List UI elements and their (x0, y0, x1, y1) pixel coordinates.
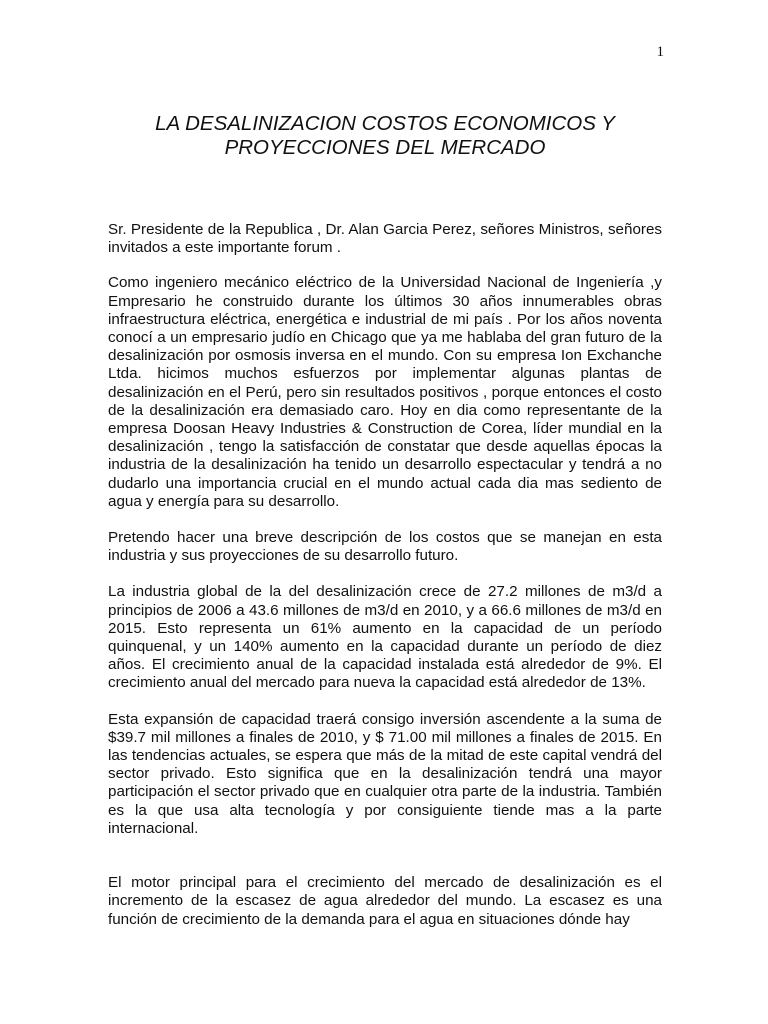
paragraph-purpose: Pretendo hacer una breve descripción de los costos que se manejan en esta industria y sus proyecciones de su desarrollo futuro. (108, 529, 662, 565)
paragraph-growth-driver: El motor principal para el crecimiento del mercado de desalinización es el incremento de la escasez de agua alrededor del mundo. La escasez es una función de crecimiento de la demanda para el agua en situaciones dónde hay (108, 874, 662, 928)
document-title-line-1: LA DESALINIZACION COSTOS ECONOMICOS Y (155, 112, 615, 135)
page-number: 1 (656, 44, 664, 60)
document-title (108, 112, 662, 160)
paragraph-investment: Esta expansión de capacidad traerá consigo inversión ascendente a la suma de $39.7 mil millones a finales de 2010, y $ 71.00 mil millones a finales de 2015. En las tendencias actuales, se espera que más de la mitad de este capital vendrá del sector privado. Esto significa que en la desalinización tendrá una mayor participación el sector privado que en cualquier otra parte de la industria. También es la que usa alta tecnología y por consiguiente tiende mas a la parte internacional. (108, 710, 662, 837)
document-title-line-2: PROYECCIONES DEL MERCADO (224, 136, 546, 159)
paragraph-salutation: Sr. Presidente de la Republica , Dr. Alan Garcia Perez, señores Ministros, señores invitados a este importante forum . (108, 221, 662, 257)
paragraph-market-growth: La industria global de la del desalinización crece de 27.2 millones de m3/d a principios de 2006 a 43.6 millones de m3/d en 2010, y a 66.6 millones de m3/d en 2015. Esto representa un 61% aumento en la capacidad de un período quinquenal, y un 140% aumento en la capacidad durante un período de diez años. El crecimiento anual de la capacidad instalada está alrededor de 9%. El crecimiento anual del mercado para nueva la capacidad está alrededor de 13%. (108, 583, 662, 692)
paragraph-background: Como ingeniero mecánico eléctrico de la Universidad Nacional de Ingeniería ,y Empresario he construido durante los últimos 30 años innumerables obras infraestructura eléctrica, energética e industrial de mi país . Por los años noventa conocí a un empresario judío en Chicago que ya me hablaba del gran futuro de la desalinización por osmosis inversa en el mundo. Con su empresa Ion Exchanche Ltda. hicimos muchos esfuerzos por implementar algunas plantas de desalinización en el Perú, pero sin resultados positivos , porque entonces el costo de la desalinización era demasiado caro. Hoy en dia como representante de la empresa Doosan Heavy Industries & Construction de Corea, líder mundial en la desalinización , tengo la satisfacción de constatar que desde aquellas épocas la industria de la desalinización ha tenido un desarrollo espectacular y tendrá a no dudarlo una importancia crucial en el mundo actual cada dia mas sediento de agua y energía para su desarrollo. (108, 274, 662, 510)
document-body (108, 221, 662, 929)
